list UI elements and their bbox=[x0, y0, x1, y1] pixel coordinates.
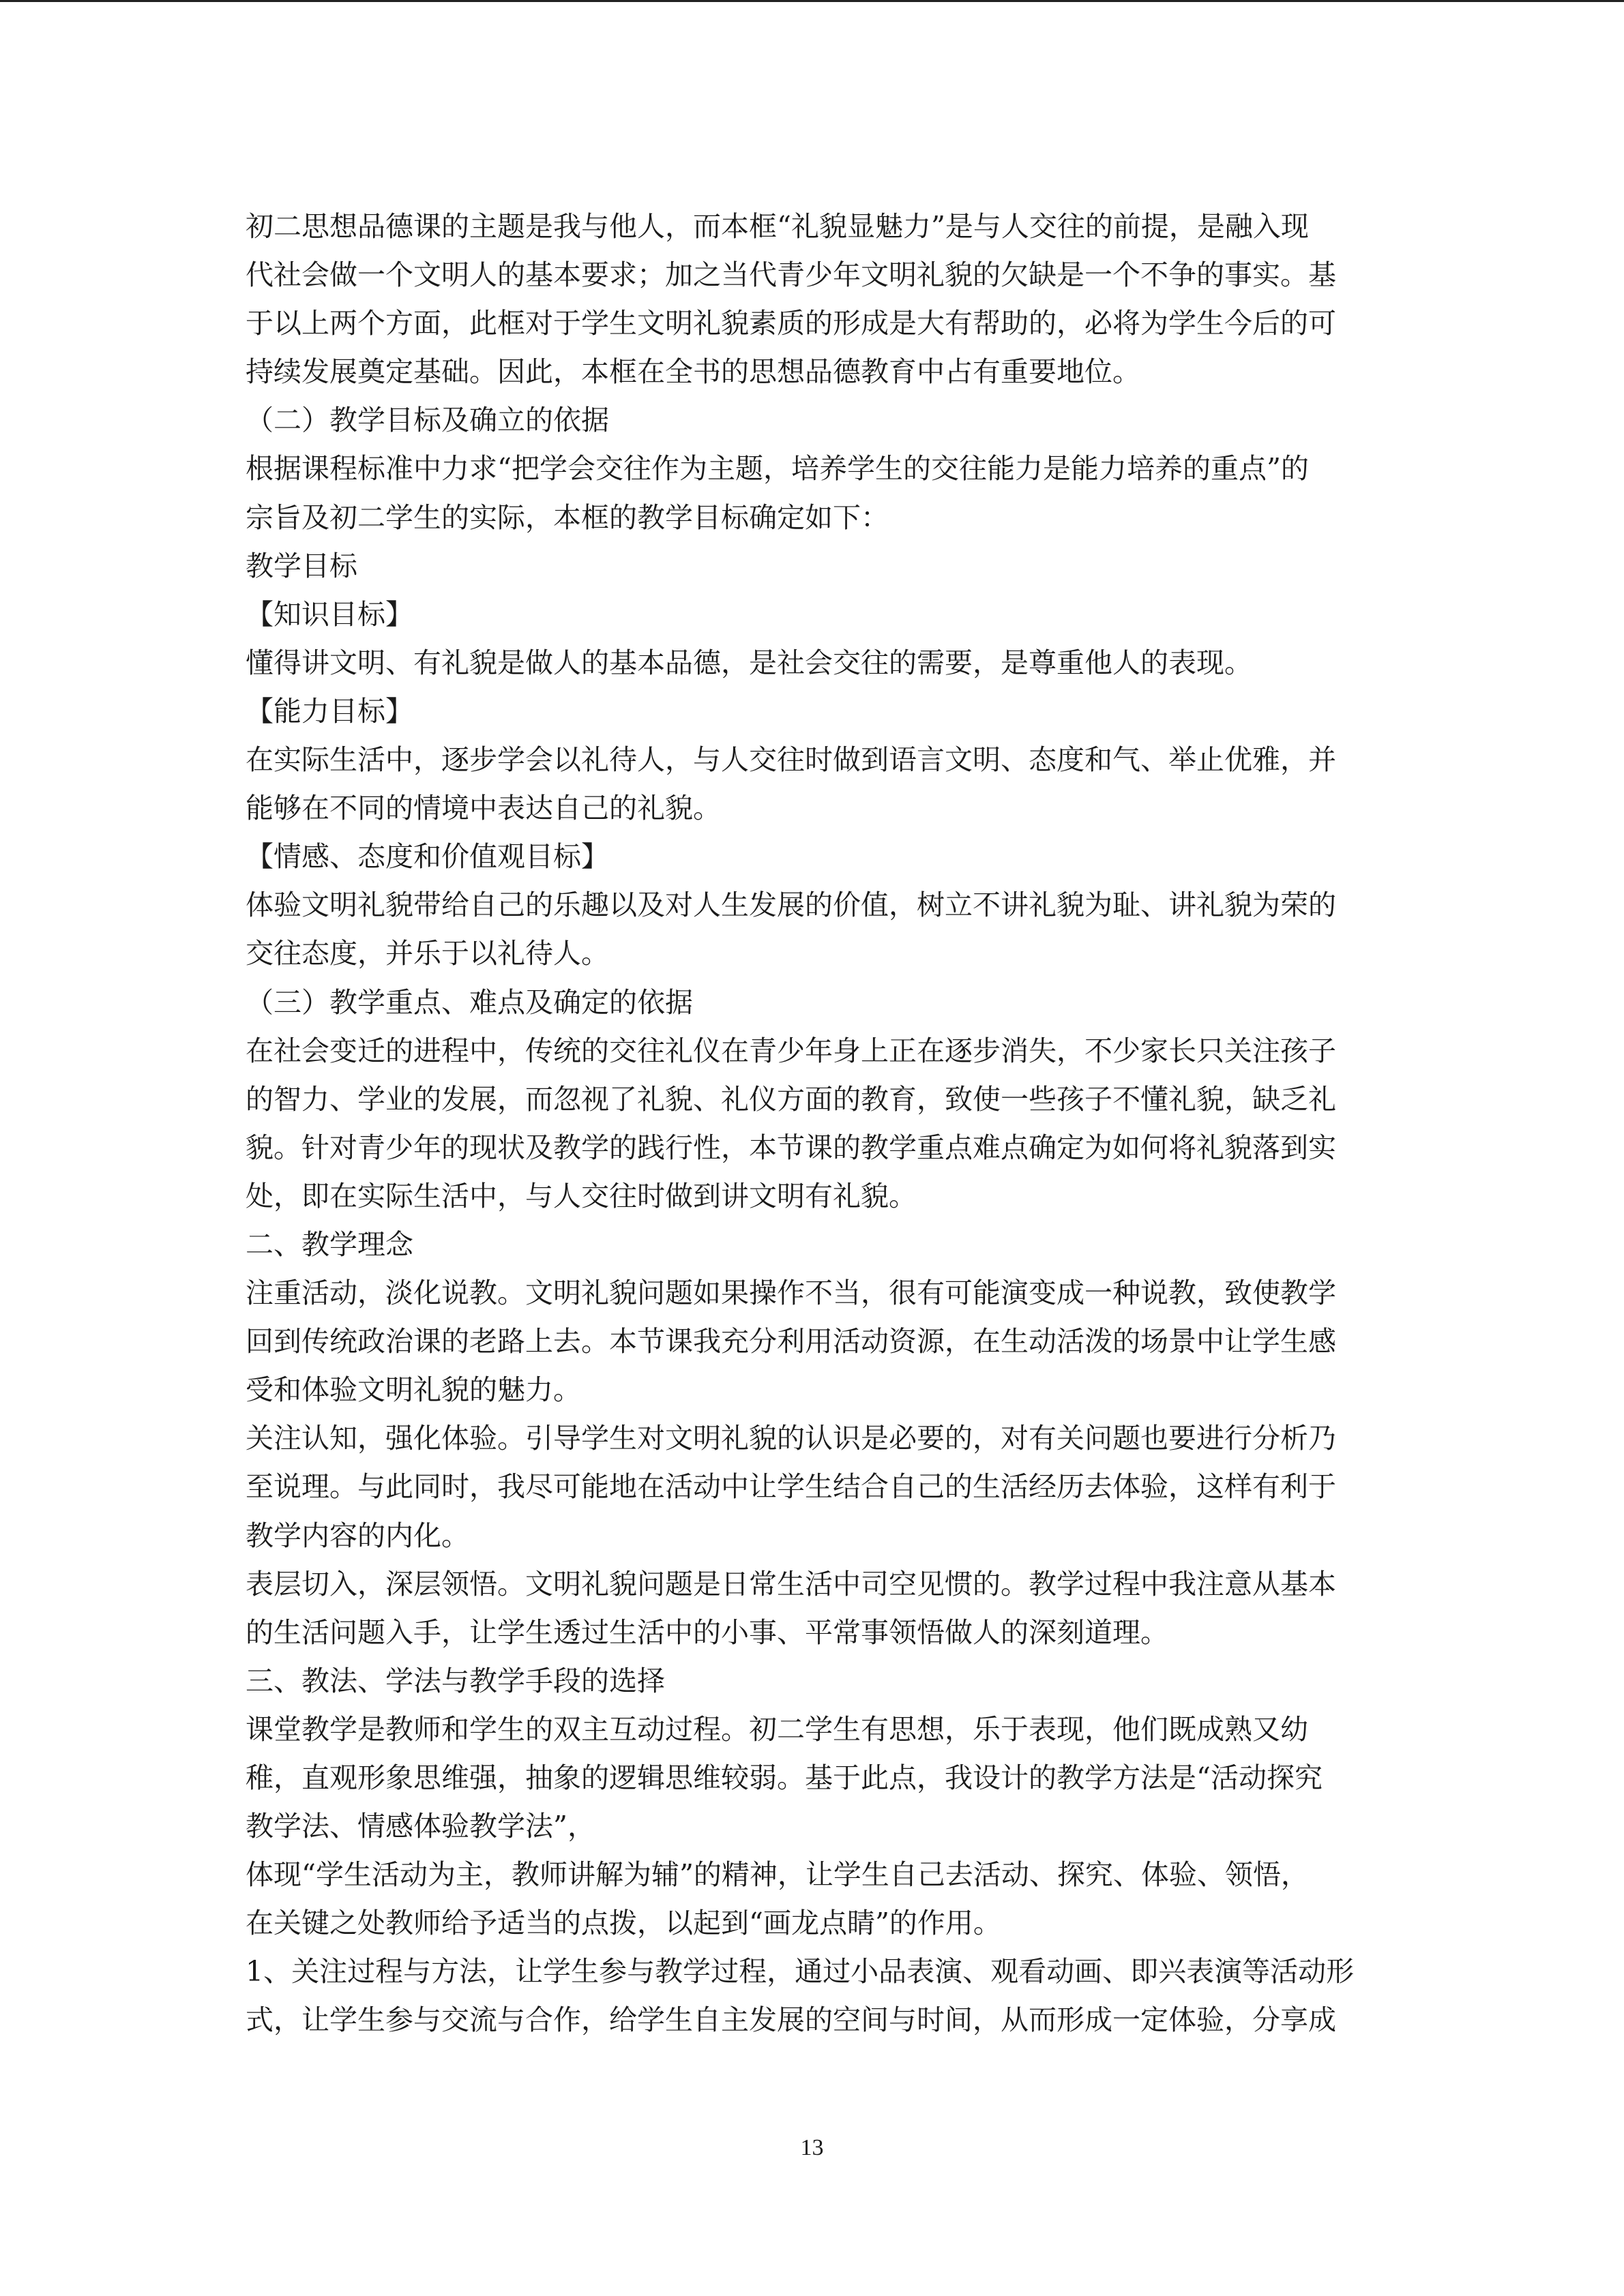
text-line: 【情感、态度和价值观目标】 bbox=[246, 840, 609, 874]
text-line: 至说理。与此同时，我尽可能地在活动中让学生结合自己的生活经历去体验，这样有利于 bbox=[246, 1470, 1336, 1504]
text-line: 初二思想品德课的主题是我与他人，而本框“礼貌显魅力”是与人交往的前提，是融入现 bbox=[246, 210, 1309, 243]
text-line: 【能力目标】 bbox=[246, 694, 413, 728]
text-line: 在社会变迁的进程中，传统的交往礼仪在青少年身上正在逐步消失，不少家长只关注孩子 bbox=[246, 1034, 1336, 1067]
text-line: 在关键之处教师给予适当的点拨，以起到“画龙点睛”的作用。 bbox=[246, 1907, 1001, 1940]
text-line: 表层切入，深层领悟。文明礼貌问题是日常生活中司空见惯的。教学过程中我注意从基本 bbox=[246, 1567, 1336, 1600]
text-line: 体现“学生活动为主，教师讲解为辅”的精神，让学生自己去活动、探究、体验、领悟， bbox=[246, 1858, 1309, 1892]
text-line: 貌。针对青少年的现状及教学的践行性，本节课的教学重点难点确定为如何将礼貌落到实 bbox=[246, 1131, 1336, 1164]
text-line: 的智力、学业的发展，而忽视了礼貌、礼仪方面的教育，致使一些孩子不懂礼貌，缺乏礼 bbox=[246, 1082, 1336, 1116]
text-line: 教学目标 bbox=[246, 549, 357, 582]
text-line: 根据课程标准中力求“把学会交往作为主题，培养学生的交往能力是能力培养的重点”的 bbox=[246, 452, 1309, 486]
text-line: 体验文明礼貌带给自己的乐趣以及对人生发展的价值，树立不讲礼貌为耻、讲礼貌为荣的 bbox=[246, 889, 1336, 922]
text-line: 三、教法、学法与教学手段的选择 bbox=[246, 1664, 665, 1697]
text-line: 代社会做一个文明人的基本要求；加之当代青少年文明礼貌的欠缺是一个不争的事实。基 bbox=[246, 258, 1336, 292]
text-line: 课堂教学是教师和学生的双主互动过程。初二学生有思想，乐于表现，他们既成熟又幼 bbox=[246, 1712, 1308, 1746]
text-line: 关注认知，强化体验。引导学生对文明礼貌的认识是必要的，对有关问题也要进行分析乃 bbox=[246, 1422, 1336, 1455]
text-line: 注重活动，淡化说教。文明礼貌问题如果操作不当，很有可能演变成一种说教，致使教学 bbox=[246, 1277, 1336, 1310]
body-text bbox=[246, 203, 1378, 2045]
text-line: 的生活问题入手，让学生透过生活中的小事、平常事领悟做人的深刻道理。 bbox=[246, 1615, 1168, 1649]
text-line: 教学法、情感体验教学法”， bbox=[246, 1810, 595, 1843]
text-line: 回到传统政治课的老路上去。本节课我充分利用活动资源，在生动活泼的场景中让学生感 bbox=[246, 1325, 1336, 1358]
text-line: 二、教学理念 bbox=[246, 1227, 413, 1261]
text-line: 在实际生活中，逐步学会以礼待人，与人交往时做到语言文明、态度和气、举止优雅，并 bbox=[246, 743, 1336, 777]
text-line: 稚，直观形象思维强，抽象的逻辑思维较弱。基于此点，我设计的教学方法是“活动探究 bbox=[246, 1761, 1323, 1794]
text-line: 式，让学生参与交流与合作，给学生自主发展的空间与时间，从而形成一定体验，分享成 bbox=[246, 2003, 1336, 2037]
text-line: （三）教学重点、难点及确定的依据 bbox=[246, 985, 693, 1019]
text-line: 处，即在实际生活中，与人交往时做到讲文明有礼貌。 bbox=[246, 1179, 917, 1212]
text-line: 教学内容的内化。 bbox=[246, 1519, 469, 1552]
text-line: 持续发展奠定基础。因此，本框在全书的思想品德教育中占有重要地位。 bbox=[246, 355, 1140, 389]
text-line: （二）教学目标及确立的依据 bbox=[246, 404, 609, 437]
text-line: 1、关注过程与方法，让学生参与教学过程，通过小品表演、观看动画、即兴表演等活动形 bbox=[246, 1955, 1355, 1988]
text-line: 于以上两个方面，此框对于学生文明礼貌素质的形成是大有帮助的，必将为学生今后的可 bbox=[246, 307, 1336, 340]
text-line: 能够在不同的情境中表达自己的礼貌。 bbox=[246, 792, 721, 825]
text-line: 【知识目标】 bbox=[246, 597, 413, 631]
page-number: 13 bbox=[800, 2135, 824, 2160]
text-line: 交往态度，并乐于以礼待人。 bbox=[246, 937, 609, 970]
text-line: 懂得讲文明、有礼貌是做人的基本品德，是社会交往的需要，是尊重他人的表现。 bbox=[246, 646, 1252, 679]
text-line: 受和体验文明礼貌的魅力。 bbox=[246, 1373, 581, 1407]
text-line: 宗旨及初二学生的实际，本框的教学目标确定如下： bbox=[246, 501, 889, 534]
